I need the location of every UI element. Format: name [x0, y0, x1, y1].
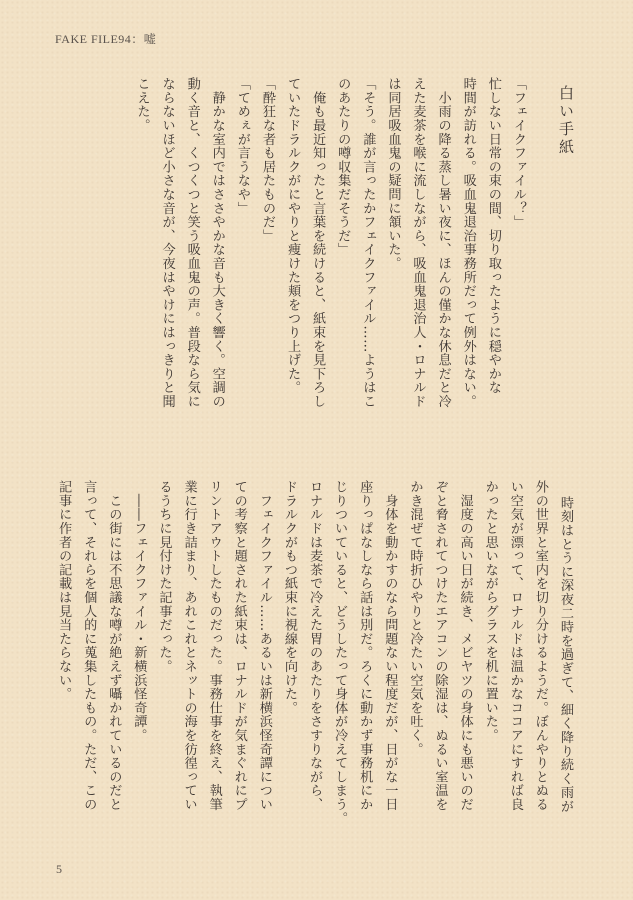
text-line: ていたドラルクがにやりと痩けた頬をつり上げた。 [285, 77, 301, 395]
text-line: かったと思いながらグラスを机に置いた。 [482, 480, 498, 743]
text-line: この街には不思議な噂が絶えず囁かれているのだと [106, 480, 122, 812]
text-line: こえた。 [134, 77, 150, 133]
text-line: フェイクファイル……あるいは新横浜怪奇譚につい [256, 480, 272, 812]
text-line: 湿度の高い日が続き、メビヤツの身体にも悪いのだ [457, 480, 473, 812]
text-line: 時間が訪れる。吸血鬼退治事務所だって例外はない。 [460, 77, 476, 409]
text-line: のあたりの噂収集だそうだ」 [335, 77, 351, 257]
text-line: 外の世界と室内を切り分けるようだ。ぼんやりとぬる [532, 480, 548, 812]
text-line: ての考察と題された紙束は、ロナルドが気まぐれにプ [231, 480, 247, 812]
text-line: えた麦茶を喉に流しながら、吸血鬼退治人・ロナルド [410, 77, 426, 409]
text-line: 「フェイクファイル？」 [510, 77, 526, 229]
text-line: 身体を動かすのなら問題ない程度だが、日がな一日 [382, 480, 398, 812]
text-line: ぞと脅されてつけたエアコンの除湿は、ぬるい室温を [432, 480, 448, 812]
text-line: 「てめぇが言うなや」 [234, 77, 250, 215]
text-line: ――フェイクファイル・新横浜怪奇譚。 [131, 480, 147, 743]
text-line: リントアウトしたものだった。事務仕事を終え、執筆 [206, 480, 222, 812]
text-line: 座りっぱなしなら話は別だ。ろくに動かず事務机にか [357, 480, 373, 812]
text-line: ドラルクがもつ紙束に視線を向けた。 [281, 480, 297, 715]
text-line: は同居吸血鬼の疑問に頷いた。 [385, 77, 401, 271]
text-line: 小雨の降る蒸し暑い夜に、ほんの僅かな休息だと冷 [435, 77, 451, 409]
text-line: じりついていると、どうしたって身体が冷えてしまう。 [332, 480, 348, 825]
text-line: 忙しない日常の束の間、切り取ったように穏やかな [485, 77, 501, 395]
page-number: 5 [56, 862, 62, 876]
text-line: 「そう。誰が言ったかフェイクファイル……ようはこ [360, 77, 376, 409]
text-line: 動く音と、くつくつと笑う吸血鬼の声。普段なら気に [184, 77, 200, 409]
text-line: 言って、それらを個人的に蒐集したもの。ただ、この [81, 480, 97, 812]
text-line: い空気が漂って、ロナルドは温かなココアにすれば良 [507, 480, 523, 812]
story-title: 白い手紙 [557, 85, 575, 157]
text-line: 俺も最近知ったと言葉を続けると、紙束を見下ろし [310, 77, 326, 409]
text-line: ならないほど小さな音が、今夜はやけにはっきりと聞 [159, 77, 175, 409]
text-line: かき混ぜて時折ひやりと冷たい空気を吐く。 [407, 480, 423, 756]
text-block-top [58, 77, 578, 423]
text-line: 記事に作者の記載は見当たらない。 [56, 480, 72, 701]
text-line: るうちに見付けた記事だった。 [156, 480, 172, 674]
running-header: FAKE FILE94：嘘 [55, 32, 157, 46]
text-line: 「酔狂な者も居たものだ」 [259, 77, 275, 243]
text-block-bottom [58, 480, 578, 826]
text-line: 時刻はとうに深夜二時を過ぎて、細く降り続く雨が [558, 482, 573, 814]
text-line: ロナルドは麦茶で冷えた胃のあたりをさすりながら、 [307, 480, 323, 812]
text-line: 業に行き詰まり、あれこれとネットの海を彷徨ってい [181, 480, 197, 812]
text-line: 静かな室内ではささやかな音も大きく響く。空調の [209, 77, 225, 409]
